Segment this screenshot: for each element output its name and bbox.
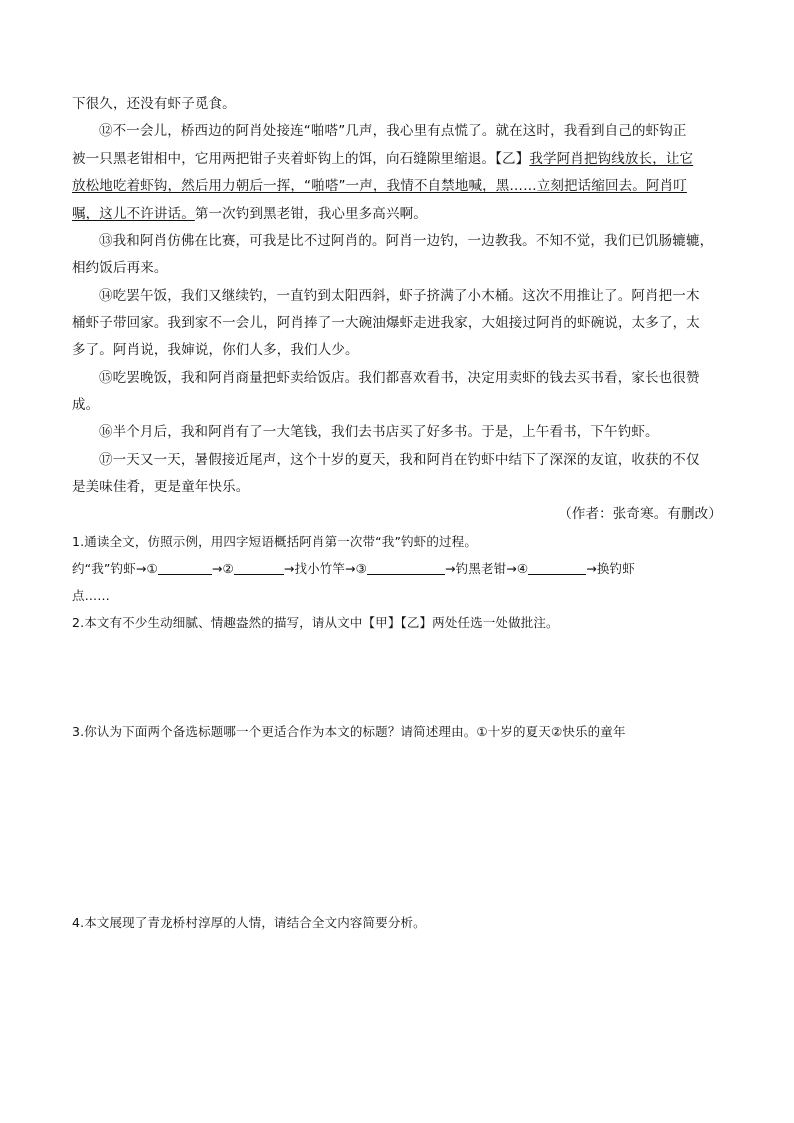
underlined-excerpt-yi: 我学阿肖把钩线放长，让它 (529, 151, 694, 167)
paragraph-14-start: ⑭吃罢午饭，我们又继续钓，一直钓到太阳西斜，虾子挤满了小木桶。这次不用推让了。阿肖把一木 (99, 288, 700, 304)
passage-text: 第一次钓到黑老钳，我心里多高兴啊。 (194, 206, 427, 222)
passage-line: 下很久，还没有虾子觅食。 (72, 96, 236, 112)
sequence-text: →换钓虾 (586, 561, 635, 576)
sequence-text: →找小竹竿→③ (283, 561, 368, 576)
marker-yi: 【乙】 (495, 151, 530, 167)
underlined-excerpt-yi-end: 嘱，这儿不许讲话。 (72, 206, 195, 222)
paragraph-16: ⑯半个月后，我和阿肖有了一大笔钱，我们去书店买了好多书。于是，上午看书，下午钓虾。 (99, 424, 659, 440)
answer-blank-2[interactable] (234, 560, 284, 575)
passage-line: 桶虾子带回家。我到家不一会儿，阿肖捧了一大碗油爆虾走进我家，大姐接过阿肖的虾碗说，太多了，太 (72, 315, 700, 331)
answer-blank-1[interactable] (158, 560, 212, 575)
passage-line (72, 150, 693, 168)
passage-line: 相约饭后再来。 (72, 260, 168, 276)
question-3: 3.你认为下面两个备选标题哪一个更适合作为本文的标题？请简述理由。①十岁的夏天②快乐的童年 (72, 724, 626, 739)
passage-line: 是美味佳肴，更是童年快乐。 (72, 479, 250, 495)
sequence-text: 约“我”钓虾→① (72, 561, 158, 576)
paragraph-12-start: ⑫不一会儿，桥西边的阿肖处接连“啪嗒”几声，我心里有点慌了。就在这时，我看到自己的虾钩正 (99, 123, 687, 139)
question-4: 4.本文展现了青龙桥村淳厚的人情，请结合全文内容简要分析。 (72, 915, 426, 930)
paragraph-13-start: ⑬我和阿肖仿佛在比赛，可我是比不过阿肖的。阿肖一边钓，一边教我。不知不觉，我们已饥肠辘辘， (99, 233, 714, 249)
underlined-excerpt-yi-continued: 放松地吃着虾钩，然后用力朝后一挥，“啪嗒”一声，我情不自禁地喊，黑……立刻把话缩回去。阿肖叮 (72, 178, 687, 194)
sequence-text: →② (211, 561, 234, 576)
question-1-sequence-end: 点…… (72, 588, 110, 603)
paragraph-17-start: ⑰一天又一天，暑假接近尾声，这个十岁的夏天，我和阿肖在钓虾中结下了深深的友谊，收获的不仅 (99, 452, 700, 468)
passage-text: 被一只黑老钳相中，它用两把钳子夹着虾钩上的饵，向石缝隙里缩退。 (72, 151, 496, 167)
author-attribution: （作者：张奇寒。有删改） (558, 506, 722, 522)
passage-line: 成。 (72, 397, 100, 413)
question-2: 2.本文有不少生动细腻、情趣盎然的描写，请从文中【甲】【乙】两处任选一处做批注。 (72, 615, 559, 630)
question-1: 1.通读全文，仿照示例，用四字短语概括阿肖第一次带“我”钓虾的过程。 (72, 534, 477, 549)
answer-blank-3[interactable] (367, 560, 445, 575)
paragraph-15-start: ⑮吃罢晚饭，我和阿肖商量把虾卖给饭店。我们都喜欢看书，决定用卖虾的钱去买书看，家长也很赞 (99, 370, 700, 386)
sequence-text: →钓黑老钳→④ (445, 561, 529, 576)
passage-line: 多了。阿肖说，我婶说，你们人多，我们人少。 (72, 342, 359, 358)
passage-line (72, 205, 427, 223)
question-1-sequence (72, 560, 635, 578)
answer-blank-4[interactable] (528, 560, 586, 575)
